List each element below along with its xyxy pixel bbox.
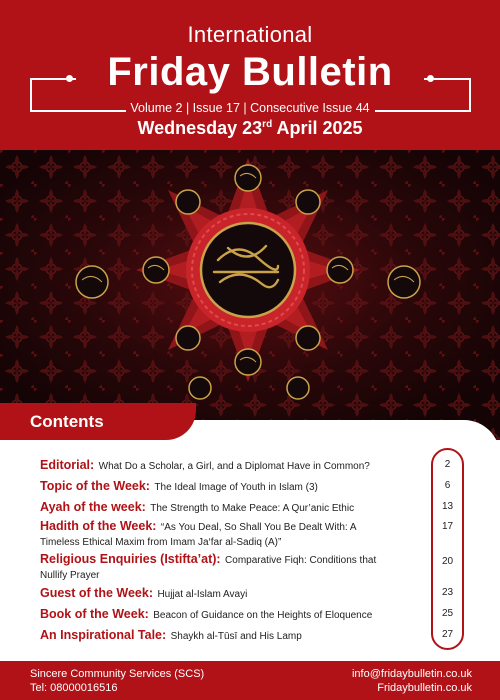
masthead-title: Friday Bulletin (107, 50, 393, 94)
toc-item-title: Beacon of Guidance on the Heights of Eloquence (153, 610, 373, 621)
toc-page-number: 2 (444, 459, 451, 470)
toc-item-label: Topic of the Week: (40, 479, 150, 493)
masthead-title-row (0, 50, 500, 96)
cover-artwork (0, 150, 500, 440)
toc-item-title: Shaykh al-Tūsī and His Lamp (170, 631, 302, 642)
toc-item-ayah-of-the-week[interactable] (40, 498, 414, 516)
toc-item-inspirational-tale[interactable] (40, 626, 414, 644)
footer-bar (0, 661, 500, 700)
masthead (0, 0, 500, 150)
toc-item-title: The Strength to Make Peace: A Qur’anic Ethic (150, 503, 355, 514)
toc-item-title-continued: Nullify Prayer (40, 570, 100, 581)
toc-page-number: 20 (441, 556, 454, 567)
footer-website-link[interactable]: Fridaybulletin.co.uk (377, 682, 472, 694)
toc-item-label: Book of the Week: (40, 607, 149, 621)
date-day: Wednesday 23 (137, 118, 263, 138)
toc-item-title: Comparative Fiqh: Conditions that (225, 555, 377, 566)
issue-line: Volume 2 | Issue 17 | Consecutive Issue 44 (130, 101, 370, 115)
date-month-year: April 2025 (272, 118, 363, 138)
masthead-international: International (187, 22, 313, 47)
toc-item-label: Guest of the Week: (40, 586, 153, 600)
toc-page-number: 25 (441, 608, 454, 619)
toc-item-editorial[interactable] (40, 456, 414, 474)
footer-organisation: Sincere Community Services (SCS) (30, 668, 205, 680)
toc-item-label: Hadith of the Week: (40, 519, 157, 533)
page-number-column (431, 448, 464, 650)
footer-contact-right (352, 667, 472, 695)
contents-heading: Contents (0, 403, 196, 440)
toc-item-label: Religious Enquiries (Istifta’at): (40, 552, 221, 566)
toc-item-guest-of-the-week[interactable] (40, 584, 414, 602)
toc-item-hadith-of-the-week[interactable] (40, 518, 414, 550)
toc-item-title: Hujjat al-Islam Avayi (157, 589, 248, 600)
toc-page-number: 6 (444, 480, 451, 491)
toc-page-number: 13 (441, 501, 454, 512)
toc-item-religious-enquiries[interactable] (40, 551, 414, 583)
issue-date (0, 118, 500, 139)
toc-item-label: Editorial: (40, 458, 95, 472)
toc-item-title: “As You Deal, So Shall You Be Dealt With: A (160, 522, 357, 533)
footer-email-link[interactable]: info@fridaybulletin.co.uk (351, 668, 472, 680)
toc-item-label: Ayah of the week: (40, 500, 146, 514)
toc-item-title-continued: Timeless Ethical Maxim from Imam Ja‘far al-Sadiq (A)” (40, 537, 282, 548)
toc-item-title: The Ideal Image of Youth in Islam (3) (154, 482, 318, 493)
footer-contact-left (30, 667, 204, 695)
footer-telephone: Tel: 08000016516 (30, 682, 118, 694)
date-ordinal: rd (262, 119, 273, 130)
toc-page-number: 23 (441, 587, 454, 598)
toc-item-topic-of-the-week[interactable] (40, 477, 414, 495)
toc-item-book-of-the-week[interactable] (40, 605, 414, 623)
toc-page-number: 17 (441, 521, 454, 532)
toc-item-title: What Do a Scholar, a Girl, and a Diplomat Have in Common? (98, 461, 370, 472)
toc-page-number: 27 (441, 629, 454, 640)
ornamental-medallion-image (0, 150, 500, 440)
toc-item-label: An Inspirational Tale: (40, 628, 167, 642)
